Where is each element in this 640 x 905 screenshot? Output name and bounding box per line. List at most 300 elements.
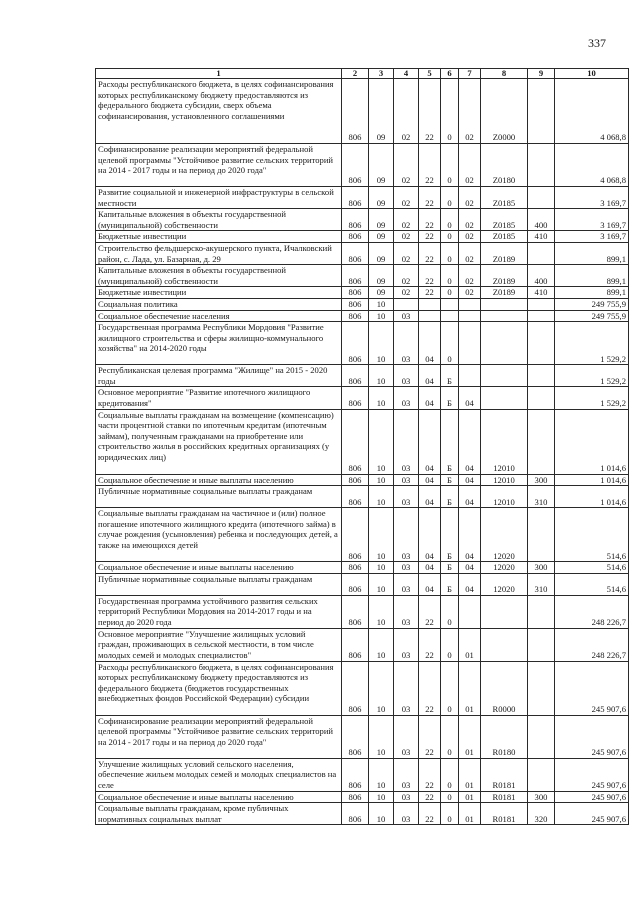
table-body	[96, 79, 629, 825]
subprogram-cell: 0	[441, 758, 459, 791]
subprogram-cell: 0	[441, 79, 459, 144]
amount-cell: 1 529,2	[555, 365, 629, 387]
event-cell: 01	[459, 758, 481, 791]
section-cell: 10	[369, 409, 394, 474]
subprogram-cell: Б	[441, 486, 459, 508]
subsection-cell: 03	[394, 508, 419, 562]
expense-type-cell	[528, 628, 555, 661]
direction-cell: Z0189	[481, 265, 528, 287]
section-cell: 09	[369, 187, 394, 209]
event-cell: 04	[459, 573, 481, 595]
subprogram-cell: Б	[441, 387, 459, 409]
program-cell: 22	[419, 187, 441, 209]
budget-code-cell: 806	[342, 573, 369, 595]
subsection-cell: 02	[394, 144, 419, 187]
amount-cell: 899,1	[555, 265, 629, 287]
budget-code-cell: 806	[342, 322, 369, 365]
program-cell: 22	[419, 209, 441, 231]
direction-cell	[481, 628, 528, 661]
row-name-cell: Капитальные вложения в объекты государственной (муниципальной) собственности	[96, 209, 342, 231]
event-cell: 01	[459, 661, 481, 715]
event-cell: 02	[459, 79, 481, 144]
row-name-cell: Публичные нормативные социальные выплаты гражданам	[96, 573, 342, 595]
program-cell: 04	[419, 387, 441, 409]
budget-code-cell: 806	[342, 758, 369, 791]
amount-cell: 245 907,6	[555, 803, 629, 825]
row-name-cell: Государственная программа Республики Мордовия "Развитие жилищного строительства и сферы жилищно-коммунального хозяйства" на 2014-2020 годы	[96, 322, 342, 365]
budget-code-cell: 806	[342, 187, 369, 209]
direction-cell: 12020	[481, 508, 528, 562]
section-cell: 10	[369, 791, 394, 803]
amount-cell: 245 907,6	[555, 758, 629, 791]
subsection-cell: 03	[394, 322, 419, 365]
event-cell: 02	[459, 231, 481, 243]
event-cell: 01	[459, 791, 481, 803]
direction-cell	[481, 387, 528, 409]
event-cell: 01	[459, 628, 481, 661]
subprogram-cell: 0	[441, 231, 459, 243]
section-cell: 10	[369, 365, 394, 387]
event-cell: 04	[459, 562, 481, 574]
direction-cell	[481, 365, 528, 387]
program-cell: 04	[419, 409, 441, 474]
subprogram-cell: Б	[441, 474, 459, 486]
program-cell: 22	[419, 803, 441, 825]
subprogram-cell: Б	[441, 365, 459, 387]
direction-cell: R0181	[481, 791, 528, 803]
expense-type-cell	[528, 365, 555, 387]
section-cell: 09	[369, 287, 394, 299]
section-cell: 10	[369, 595, 394, 628]
expense-type-cell	[528, 322, 555, 365]
table-row	[96, 791, 629, 803]
budget-code-cell: 806	[342, 803, 369, 825]
table-row	[96, 79, 629, 144]
program-cell: 22	[419, 265, 441, 287]
program-cell: 04	[419, 322, 441, 365]
amount-cell: 248 226,7	[555, 595, 629, 628]
section-cell: 09	[369, 231, 394, 243]
program-cell: 04	[419, 486, 441, 508]
direction-cell: Z0189	[481, 242, 528, 264]
budget-code-cell: 806	[342, 474, 369, 486]
expense-type-cell	[528, 715, 555, 758]
subsection-cell: 03	[394, 628, 419, 661]
subsection-cell: 02	[394, 265, 419, 287]
row-name-cell: Социальные выплаты гражданам, кроме публичных нормативных социальных выплат	[96, 803, 342, 825]
subprogram-cell: 0	[441, 595, 459, 628]
program-cell: 22	[419, 661, 441, 715]
row-name-cell: Бюджетные инвестиции	[96, 231, 342, 243]
direction-cell	[481, 322, 528, 365]
expense-type-cell	[528, 508, 555, 562]
section-cell: 09	[369, 144, 394, 187]
header-cell: 1	[96, 69, 342, 79]
header-cell: 6	[441, 69, 459, 79]
table-row	[96, 508, 629, 562]
amount-cell: 245 907,6	[555, 661, 629, 715]
section-cell: 10	[369, 322, 394, 365]
table-row	[96, 661, 629, 715]
direction-cell: Z0185	[481, 231, 528, 243]
section-cell: 10	[369, 486, 394, 508]
subsection-cell: 03	[394, 758, 419, 791]
amount-cell: 245 907,6	[555, 791, 629, 803]
amount-cell: 3 169,7	[555, 231, 629, 243]
table-row	[96, 628, 629, 661]
table-row	[96, 365, 629, 387]
row-name-cell: Развитие социальной и инженерной инфраструктуры в сельской местности	[96, 187, 342, 209]
amount-cell: 4 068,8	[555, 144, 629, 187]
budget-code-cell: 806	[342, 562, 369, 574]
table-row	[96, 144, 629, 187]
expense-type-cell	[528, 187, 555, 209]
amount-cell: 4 068,8	[555, 79, 629, 144]
direction-cell: 12010	[481, 409, 528, 474]
section-cell: 10	[369, 803, 394, 825]
direction-cell: 12020	[481, 562, 528, 574]
section-cell: 09	[369, 265, 394, 287]
row-name-cell: Софинансирование реализации мероприятий федеральной целевой программы "Устойчивое развитие сельских территорий на 2014 - 2017 годы и на период до 2020 года"	[96, 715, 342, 758]
program-cell: 22	[419, 144, 441, 187]
expense-type-cell	[528, 595, 555, 628]
table-row	[96, 322, 629, 365]
header-cell: 9	[528, 69, 555, 79]
program-cell: 22	[419, 231, 441, 243]
subprogram-cell: 0	[441, 265, 459, 287]
event-cell: 04	[459, 508, 481, 562]
subsection-cell: 03	[394, 486, 419, 508]
amount-cell: 1 014,6	[555, 474, 629, 486]
table-row	[96, 187, 629, 209]
expense-type-cell: 410	[528, 231, 555, 243]
subprogram-cell	[441, 310, 459, 322]
budget-code-cell: 806	[342, 409, 369, 474]
subsection-cell: 03	[394, 562, 419, 574]
budget-code-cell: 806	[342, 310, 369, 322]
subprogram-cell: 0	[441, 242, 459, 264]
program-cell: 04	[419, 474, 441, 486]
section-cell: 10	[369, 474, 394, 486]
amount-cell: 514,6	[555, 508, 629, 562]
subprogram-cell: 0	[441, 144, 459, 187]
header-cell: 2	[342, 69, 369, 79]
expense-type-cell: 300	[528, 474, 555, 486]
event-cell: 01	[459, 803, 481, 825]
program-cell: 22	[419, 758, 441, 791]
row-name-cell: Социальное обеспечение и иные выплаты населению	[96, 562, 342, 574]
direction-cell	[481, 310, 528, 322]
expense-type-cell	[528, 661, 555, 715]
section-cell: 10	[369, 628, 394, 661]
row-name-cell: Улучшение жилищных условий сельского населения, обеспечение жильем молодых семей и молодых специалистов на селе	[96, 758, 342, 791]
direction-cell: R0180	[481, 715, 528, 758]
section-cell: 09	[369, 209, 394, 231]
amount-cell: 899,1	[555, 242, 629, 264]
expense-type-cell	[528, 144, 555, 187]
amount-cell: 249 755,9	[555, 310, 629, 322]
subprogram-cell: Б	[441, 409, 459, 474]
budget-code-cell: 806	[342, 79, 369, 144]
amount-cell: 1 014,6	[555, 486, 629, 508]
budget-code-cell: 806	[342, 715, 369, 758]
expense-type-cell: 310	[528, 486, 555, 508]
subsection-cell: 02	[394, 242, 419, 264]
table-row	[96, 474, 629, 486]
subsection-cell: 02	[394, 287, 419, 299]
row-name-cell: Государственная программа устойчивого развития сельских территорий Республики Мордовия на 2014-2017 годы и на период до 2020 года	[96, 595, 342, 628]
section-cell: 10	[369, 715, 394, 758]
budget-table	[95, 68, 629, 825]
table-row	[96, 298, 629, 310]
event-cell	[459, 298, 481, 310]
subprogram-cell: 0	[441, 661, 459, 715]
row-name-cell: Основное мероприятие "Улучшение жилищных условий граждан, проживающих в сельской местности, в том числе молодых семей и молодых специалистов"	[96, 628, 342, 661]
table-header-row	[96, 69, 629, 79]
subsection-cell: 03	[394, 791, 419, 803]
budget-code-cell: 806	[342, 287, 369, 299]
expense-type-cell: 410	[528, 287, 555, 299]
expense-type-cell	[528, 409, 555, 474]
row-name-cell: Социальные выплаты гражданам на возмещение (компенсацию) части процентной ставки по ипотечным кредитам (ипотечным займам), полученным гражданами на приобретение или строительство жилья в российских кредитных организациях (у юридических лиц)	[96, 409, 342, 474]
subprogram-cell: 0	[441, 287, 459, 299]
expense-type-cell	[528, 79, 555, 144]
event-cell: 02	[459, 144, 481, 187]
direction-cell: Z0185	[481, 187, 528, 209]
subprogram-cell: Б	[441, 508, 459, 562]
amount-cell: 3 169,7	[555, 209, 629, 231]
table-row	[96, 409, 629, 474]
event-cell: 02	[459, 265, 481, 287]
subsection-cell: 02	[394, 209, 419, 231]
budget-code-cell: 806	[342, 242, 369, 264]
event-cell	[459, 322, 481, 365]
row-name-cell: Социальное обеспечение населения	[96, 310, 342, 322]
direction-cell: 12020	[481, 573, 528, 595]
subprogram-cell: 0	[441, 791, 459, 803]
direction-cell: Z0000	[481, 79, 528, 144]
subsection-cell: 03	[394, 365, 419, 387]
budget-code-cell: 806	[342, 628, 369, 661]
subprogram-cell: 0	[441, 715, 459, 758]
budget-code-cell: 806	[342, 661, 369, 715]
event-cell	[459, 595, 481, 628]
subsection-cell: 03	[394, 474, 419, 486]
row-name-cell: Строительство фельдшерско-акушерского пункта, Ичалковский район, с. Лада, ул. Базарная, д. 29	[96, 242, 342, 264]
header-cell: 4	[394, 69, 419, 79]
direction-cell: R0181	[481, 758, 528, 791]
budget-code-cell: 806	[342, 298, 369, 310]
program-cell: 22	[419, 79, 441, 144]
expense-type-cell: 400	[528, 209, 555, 231]
budget-code-cell: 806	[342, 144, 369, 187]
expense-type-cell	[528, 387, 555, 409]
direction-cell: R0181	[481, 803, 528, 825]
subsection-cell: 02	[394, 79, 419, 144]
subsection-cell: 02	[394, 187, 419, 209]
table-row	[96, 209, 629, 231]
amount-cell: 249 755,9	[555, 298, 629, 310]
event-cell: 04	[459, 486, 481, 508]
subprogram-cell: 0	[441, 322, 459, 365]
row-name-cell: Основное мероприятие "Развитие ипотечного жилищного кредитования"	[96, 387, 342, 409]
section-cell: 10	[369, 573, 394, 595]
header-cell: 10	[555, 69, 629, 79]
header-cell: 7	[459, 69, 481, 79]
budget-code-cell: 806	[342, 791, 369, 803]
header-cell: 5	[419, 69, 441, 79]
direction-cell	[481, 298, 528, 310]
amount-cell: 899,1	[555, 287, 629, 299]
subprogram-cell: Б	[441, 562, 459, 574]
event-cell: 04	[459, 409, 481, 474]
program-cell: 22	[419, 287, 441, 299]
budget-code-cell: 806	[342, 209, 369, 231]
direction-cell: 12010	[481, 474, 528, 486]
header-cell: 8	[481, 69, 528, 79]
event-cell: 02	[459, 242, 481, 264]
subsection-cell	[394, 298, 419, 310]
subsection-cell: 03	[394, 409, 419, 474]
subprogram-cell: 0	[441, 187, 459, 209]
subsection-cell: 03	[394, 387, 419, 409]
budget-code-cell: 806	[342, 508, 369, 562]
expense-type-cell: 400	[528, 265, 555, 287]
row-name-cell: Социальные выплаты гражданам на частичное и (или) полное погашение ипотечного жилищного кредита (ипотечного займа) в случае рождения (усыновления) ребенка и последующих детей, а также на имеющихся детей	[96, 508, 342, 562]
amount-cell: 1 014,6	[555, 409, 629, 474]
event-cell	[459, 310, 481, 322]
budget-code-cell: 806	[342, 595, 369, 628]
subsection-cell: 03	[394, 661, 419, 715]
row-name-cell: Социальное обеспечение и иные выплаты населению	[96, 474, 342, 486]
subsection-cell: 03	[394, 595, 419, 628]
section-cell: 10	[369, 310, 394, 322]
section-cell: 10	[369, 298, 394, 310]
event-cell: 02	[459, 187, 481, 209]
table-row	[96, 265, 629, 287]
expense-type-cell: 300	[528, 562, 555, 574]
subsection-cell: 03	[394, 715, 419, 758]
row-name-cell: Республиканская целевая программа "Жилище" на 2015 - 2020 годы	[96, 365, 342, 387]
budget-code-cell: 806	[342, 387, 369, 409]
section-cell: 09	[369, 79, 394, 144]
subprogram-cell: Б	[441, 573, 459, 595]
budget-code-cell: 806	[342, 486, 369, 508]
table-row	[96, 287, 629, 299]
subsection-cell: 03	[394, 803, 419, 825]
table-row	[96, 803, 629, 825]
row-name-cell: Социальное обеспечение и иные выплаты населению	[96, 791, 342, 803]
event-cell: 02	[459, 209, 481, 231]
table-row	[96, 231, 629, 243]
direction-cell: R0000	[481, 661, 528, 715]
subprogram-cell	[441, 298, 459, 310]
expense-type-cell	[528, 310, 555, 322]
event-cell: 02	[459, 287, 481, 299]
program-cell	[419, 310, 441, 322]
program-cell: 04	[419, 365, 441, 387]
budget-code-cell: 806	[342, 265, 369, 287]
row-name-cell: Бюджетные инвестиции	[96, 287, 342, 299]
subprogram-cell: 0	[441, 803, 459, 825]
row-name-cell: Социальная политика	[96, 298, 342, 310]
section-cell: 10	[369, 508, 394, 562]
direction-cell: 12010	[481, 486, 528, 508]
program-cell: 04	[419, 562, 441, 574]
program-cell: 22	[419, 628, 441, 661]
amount-cell: 1 529,2	[555, 322, 629, 365]
amount-cell: 248 226,7	[555, 628, 629, 661]
amount-cell: 245 907,6	[555, 715, 629, 758]
subprogram-cell: 0	[441, 209, 459, 231]
program-cell: 22	[419, 791, 441, 803]
expense-type-cell	[528, 242, 555, 264]
expense-type-cell: 320	[528, 803, 555, 825]
budget-code-cell: 806	[342, 231, 369, 243]
amount-cell: 3 169,7	[555, 187, 629, 209]
table-row	[96, 562, 629, 574]
direction-cell	[481, 595, 528, 628]
section-cell: 09	[369, 242, 394, 264]
section-cell: 10	[369, 562, 394, 574]
table-row	[96, 242, 629, 264]
row-name-cell: Расходы республиканского бюджета, в целях софинансирования которых республиканскому бюджету предоставляются из федерального бюджета субсидии, сверх объема софинансирования, установленного соглашениями	[96, 79, 342, 144]
event-cell: 04	[459, 474, 481, 486]
row-name-cell: Капитальные вложения в объекты государственной (муниципальной) собственности	[96, 265, 342, 287]
table-row	[96, 486, 629, 508]
amount-cell: 514,6	[555, 562, 629, 574]
direction-cell: Z0180	[481, 144, 528, 187]
section-cell: 10	[369, 758, 394, 791]
table-row	[96, 310, 629, 322]
section-cell: 10	[369, 387, 394, 409]
program-cell	[419, 298, 441, 310]
event-cell	[459, 365, 481, 387]
row-name-cell: Расходы республиканского бюджета, в целях софинансирования которых республиканскому бюджету предоставляются из федерального бюджета (бюджетов государственных внебюджетных фондов Российской Федерации) субсидии	[96, 661, 342, 715]
program-cell: 22	[419, 242, 441, 264]
row-name-cell: Софинансирование реализации мероприятий федеральной целевой программы "Устойчивое развитие сельских территорий на 2014 - 2017 годы и на период до 2020 года"	[96, 144, 342, 187]
amount-cell: 514,6	[555, 573, 629, 595]
expense-type-cell: 300	[528, 791, 555, 803]
table-row	[96, 595, 629, 628]
subsection-cell: 02	[394, 231, 419, 243]
expense-type-cell	[528, 758, 555, 791]
expense-type-cell	[528, 298, 555, 310]
amount-cell: 1 529,2	[555, 387, 629, 409]
program-cell: 22	[419, 715, 441, 758]
budget-code-cell: 806	[342, 365, 369, 387]
row-name-cell: Публичные нормативные социальные выплаты гражданам	[96, 486, 342, 508]
table-row	[96, 758, 629, 791]
direction-cell: Z0185	[481, 209, 528, 231]
table-row	[96, 387, 629, 409]
expense-type-cell: 310	[528, 573, 555, 595]
subprogram-cell: 0	[441, 628, 459, 661]
subsection-cell: 03	[394, 310, 419, 322]
section-cell: 10	[369, 661, 394, 715]
program-cell: 04	[419, 573, 441, 595]
program-cell: 22	[419, 595, 441, 628]
header-cell: 3	[369, 69, 394, 79]
event-cell: 04	[459, 387, 481, 409]
program-cell: 04	[419, 508, 441, 562]
subsection-cell: 03	[394, 573, 419, 595]
direction-cell: Z0189	[481, 287, 528, 299]
page-number: 337	[588, 36, 606, 50]
event-cell: 01	[459, 715, 481, 758]
table-row	[96, 715, 629, 758]
table-row	[96, 573, 629, 595]
